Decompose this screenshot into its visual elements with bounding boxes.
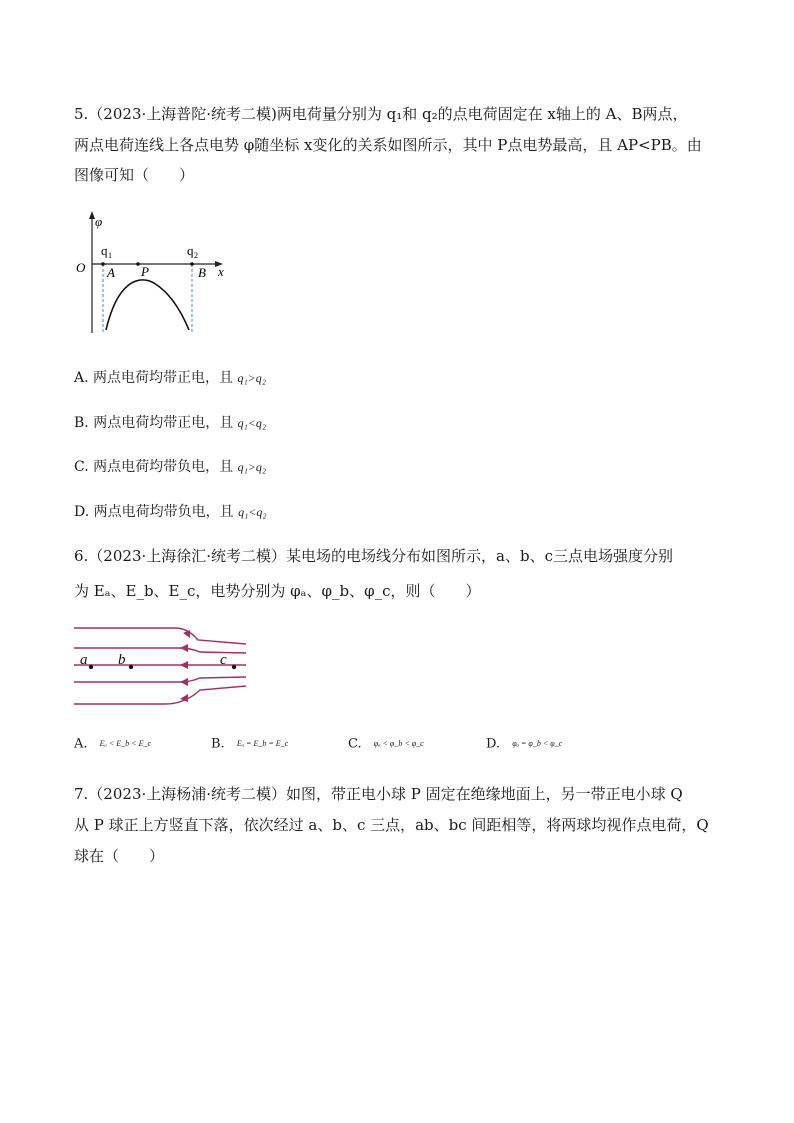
field-line-4: [74, 677, 246, 682]
point-a: [89, 665, 93, 669]
point-b: [190, 262, 194, 266]
arrow-icon-3: [180, 661, 188, 669]
point-a: [101, 262, 105, 266]
q6-option-c-expr: φₐ < φ_b < φ_c: [373, 739, 424, 748]
q5-stem-line-1: 5.（2023·上海普陀·统考二模)两电荷量分别为 q₁和 q₂的点电荷固定在 x轴上的 A、B两点，: [74, 105, 688, 123]
field-line-1: [74, 628, 246, 644]
q6-option-a-letter: A.: [74, 736, 88, 752]
b-label: b: [118, 652, 126, 668]
q6-stem-line-1: 6.（2023·上海徐汇·统考二模）某电场的电场线分布如图所示，a、b、c三点电场强度分别: [74, 547, 673, 565]
q6-option-a-expr: Eₐ < E_b < E_c: [99, 739, 152, 748]
q5-option-a-relation: q₁>q₂: [237, 371, 266, 385]
point-b: [129, 665, 133, 669]
q5-option-b-relation: q₁<q₂: [237, 416, 267, 430]
phi-label: φ: [95, 214, 103, 229]
q5-option-d-relation: q₁<q₂: [238, 505, 267, 519]
q2-label: q: [187, 243, 194, 258]
q7-stem-line-3: 球在（ ）: [74, 847, 165, 865]
q5-option-c-relation: q₁>q₂: [237, 460, 267, 474]
q7-stem-line-1: 7.（2023·上海杨浦·统考二模）如图，带正电小球 P 固定在绝缘地面上，另一带正电小球 Q: [74, 785, 683, 803]
arrow-icon-2: [180, 644, 188, 652]
q6-option-c-letter: C.: [348, 736, 362, 752]
a-label: a: [80, 652, 88, 668]
q6-option-d[interactable]: [486, 735, 562, 754]
q1-sub-label: 1: [108, 251, 112, 260]
q5-option-a[interactable]: [74, 369, 266, 387]
c-label: c: [220, 652, 227, 668]
q5-stem-line-2: 两点电荷连线上各点电势 φ随坐标 x变化的关系如图所示，其中 P点电势最高，且 AP<PB。由: [74, 136, 702, 154]
q5-option-d[interactable]: [74, 503, 267, 521]
q5-option-c-text: C. 两点电荷均带负电，且: [74, 459, 238, 475]
potential-curve: [106, 280, 189, 330]
q6-option-d-letter: D.: [486, 736, 501, 752]
q1-label: q: [101, 243, 108, 258]
q6-option-b-expr: Eₐ = E_b = E_c: [236, 739, 289, 748]
q5-stem-line-3: 图像可知（ ）: [74, 166, 195, 184]
origin-label: O: [76, 260, 86, 275]
arrow-icon-4: [180, 678, 188, 686]
q2-sub-label: 2: [194, 251, 198, 260]
q5-option-a-text: A. 两点电荷均带正电，且: [74, 370, 238, 386]
q6-option-b-letter: B.: [211, 736, 225, 752]
q5-option-b[interactable]: [74, 414, 266, 432]
point-p: [136, 262, 140, 266]
q7-stem-line-2: 从 P 球正上方竖直下落，依次经过 a、b、c 三点，ab、bc 间距相等，将两球均视作点电荷，Q: [74, 816, 709, 834]
a-label: A: [107, 265, 115, 280]
field-line-5: [74, 686, 246, 704]
x-label: x: [218, 264, 224, 279]
q6-option-d-expr: φₐ = φ_b < φ_c: [512, 739, 563, 748]
q6-stem-line-2: 为 Eₐ、E_b、E_c，电势分别为 φₐ、φ_b、φ_c，则（ ）: [74, 582, 481, 600]
q6-field-line-figure: [70, 622, 250, 717]
q5-option-b-text: B. 两点电荷均带正电，且: [74, 415, 238, 431]
q5-potential-graph: [70, 208, 240, 338]
q5-option-d-text: D. 两点电荷均带负电，且: [74, 504, 239, 520]
p-label: P: [141, 264, 149, 279]
q6-option-b[interactable]: [211, 735, 288, 754]
q6-option-a[interactable]: [74, 735, 151, 754]
point-c: [232, 665, 236, 669]
q5-option-c[interactable]: [74, 458, 266, 476]
q6-option-c[interactable]: [348, 735, 424, 754]
b-label: B: [198, 265, 206, 280]
